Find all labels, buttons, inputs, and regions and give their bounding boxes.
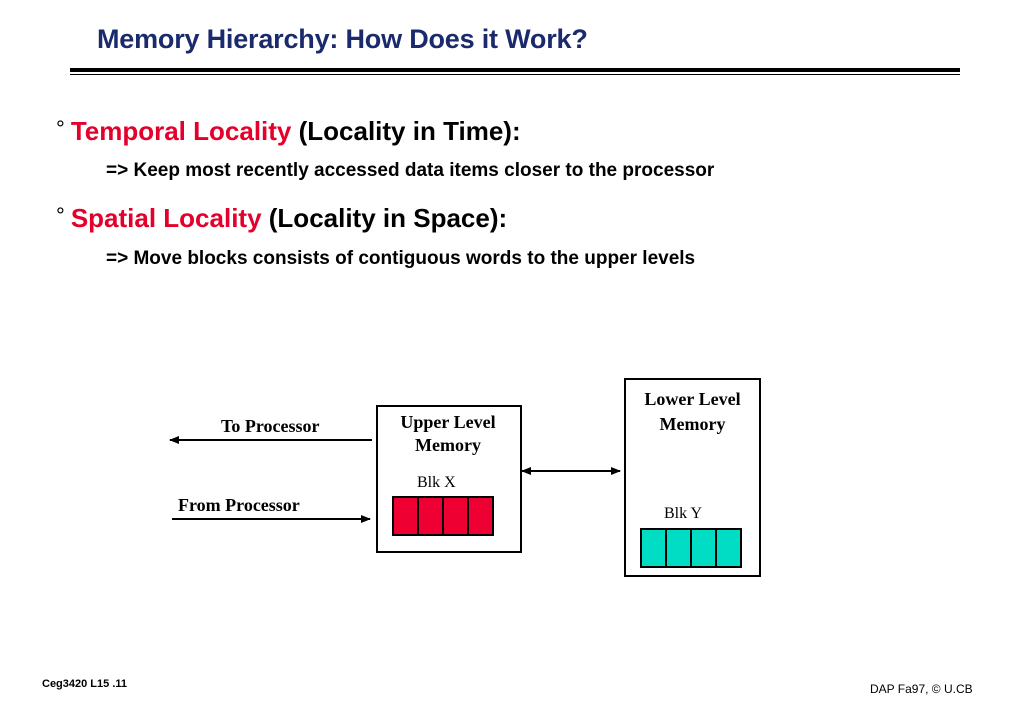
blk-y-word — [717, 530, 740, 566]
footer-credit: DAP Fa97, © U.CB — [870, 682, 973, 696]
bullet-marker: ° — [56, 116, 65, 141]
blk-y-word — [642, 530, 667, 566]
blk-y-word — [667, 530, 692, 566]
to-processor-label: To Processor — [221, 416, 320, 436]
temporal-detail: => Keep most recently accessed data items closer to the processor — [106, 160, 715, 181]
blk-x-label: Blk X — [417, 474, 456, 491]
from-processor-label: From Processor — [178, 495, 300, 515]
footer-course-label: Ceg3420 L15 .11 — [42, 678, 128, 690]
spatial-locality-paren: (Locality in Space): — [261, 203, 508, 233]
temporal-locality-term: Temporal Locality — [70, 116, 292, 146]
upper-memory-line1: Upper Level — [400, 412, 496, 432]
lower-memory-label — [624, 387, 761, 437]
blk-y-label: Blk Y — [664, 505, 703, 522]
blk-y-block — [640, 528, 742, 568]
spatial-detail: => Move blocks consists of contiguous words to the upper levels — [106, 248, 696, 269]
temporal-locality-paren: (Locality in Time): — [291, 116, 521, 146]
upper-memory-label — [376, 411, 520, 457]
spatial-locality-term: Spatial Locality — [70, 203, 262, 233]
bullet-marker: ° — [56, 203, 65, 228]
upper-memory-line2: Memory — [415, 435, 481, 455]
blk-y-word — [692, 530, 717, 566]
page-title: Memory Hierarchy: How Does it Work? — [97, 24, 588, 54]
blk-x-word — [469, 498, 492, 534]
blk-x-word — [444, 498, 469, 534]
blk-x-block — [392, 496, 494, 536]
lower-memory-line2: Memory — [659, 414, 726, 434]
lower-memory-line1: Lower Level — [644, 389, 741, 409]
blk-x-word — [394, 498, 419, 534]
blk-x-word — [419, 498, 444, 534]
